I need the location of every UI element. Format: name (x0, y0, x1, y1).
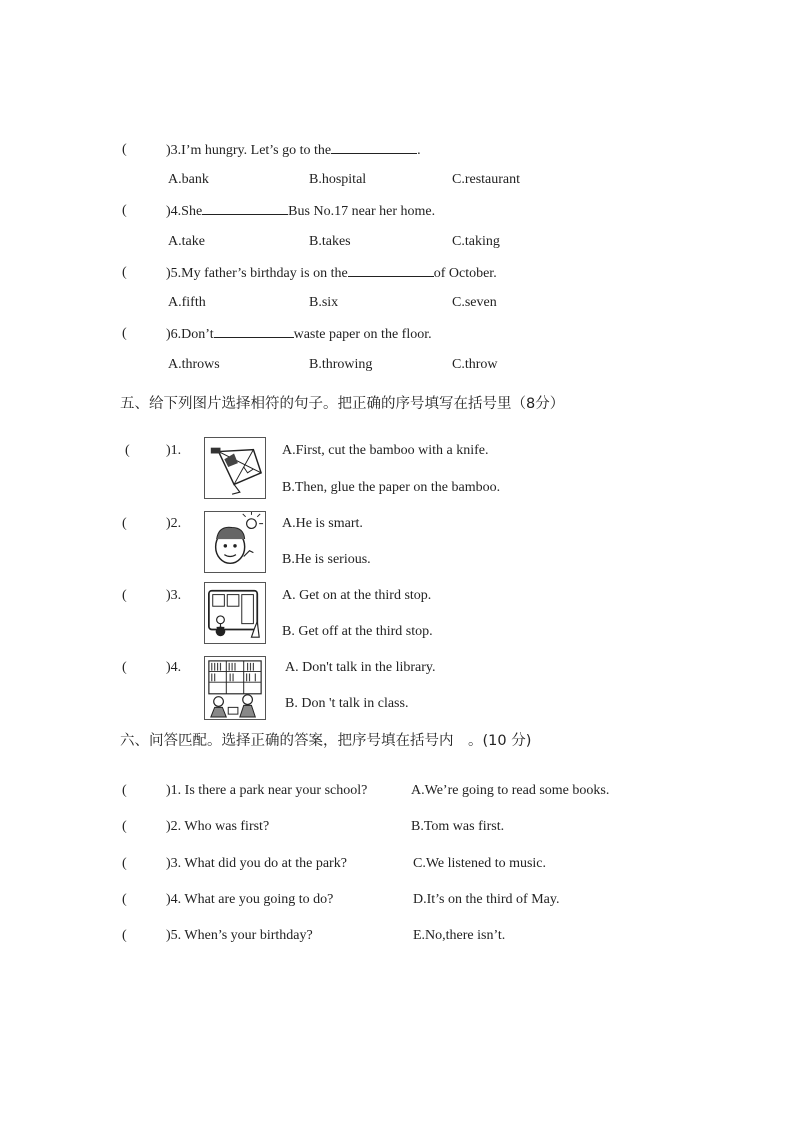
kite-making-icon (204, 437, 266, 499)
question: )5. When’s your birthday? (166, 928, 313, 943)
question: )1. Is there a park near your school? (166, 783, 368, 798)
option-a: A.throws (168, 357, 220, 372)
section-5-title: 五、给下列图片选择相符的句子。把正确的序号填写在括号里（8分） (120, 396, 565, 412)
item-number: )2. (166, 516, 182, 531)
option-a: A.bank (168, 172, 209, 187)
answer-paren[interactable]: ( (122, 819, 155, 834)
option-c: C.seven (452, 295, 497, 310)
option-b: B. Get off at the third stop. (282, 624, 433, 639)
question-stem: )4.She Bus No.17 near her home. (166, 204, 436, 219)
answer-paren[interactable]: ( (122, 516, 155, 531)
question: )4. What are you going to do? (166, 892, 334, 907)
question-stem: )5.My father’s birthday is on the of October. (166, 266, 497, 281)
question: )3. What did you do at the park? (166, 856, 347, 871)
option-b: B.He is serious. (282, 552, 371, 567)
answer-paren[interactable]: ( (122, 856, 155, 871)
answer-blank[interactable] (214, 325, 294, 338)
option-a: A. Get on at the third stop. (282, 588, 432, 603)
answer-paren[interactable]: ( (125, 443, 158, 458)
option-c: C.restaurant (452, 172, 521, 187)
answer-option: E.No,there isn’t. (413, 928, 506, 943)
option-c: C.throw (452, 357, 498, 372)
answer-blank[interactable] (331, 141, 417, 154)
answer-paren[interactable]: ( (122, 928, 155, 943)
question: )2. Who was first? (166, 819, 270, 834)
answer-paren[interactable]: ( (122, 142, 155, 157)
answer-option: A.We’re going to read some books. (411, 783, 610, 798)
answer-paren[interactable]: ( (122, 660, 155, 675)
bus-stop-icon (204, 582, 266, 644)
option-a: A.fifth (168, 295, 206, 310)
answer-paren[interactable]: ( (122, 326, 155, 341)
option-b: B.hospital (309, 172, 367, 187)
answer-blank[interactable] (348, 264, 434, 277)
question-stem: )6.Don’t waste paper on the floor. (166, 327, 432, 342)
section-6-title: 六、问答匹配。选择正确的答案，把序号填在括号内 。(10 分) (120, 733, 532, 749)
answer-paren[interactable]: ( (122, 892, 155, 907)
option-b: B.throwing (309, 357, 373, 372)
option-b: B.takes (309, 234, 351, 249)
answer-paren[interactable]: ( (122, 588, 155, 603)
item-number: )3. (166, 588, 182, 603)
option-a: A.He is smart. (282, 516, 363, 531)
answer-paren[interactable]: ( (122, 203, 155, 218)
option-a: A.take (168, 234, 205, 249)
option-a: A.First, cut the bamboo with a knife. (282, 443, 489, 458)
option-b: B.six (309, 295, 339, 310)
answer-paren[interactable]: ( (122, 265, 155, 280)
option-c: C.taking (452, 234, 500, 249)
answer-paren[interactable]: ( (122, 783, 155, 798)
option-a: A. Don't talk in the library. (285, 660, 436, 675)
option-b: B. Don 't talk in class. (285, 696, 409, 711)
answer-option: C.We listened to music. (413, 856, 547, 871)
library-icon (204, 656, 266, 720)
item-number: )4. (166, 660, 182, 675)
boy-idea-icon (204, 511, 266, 573)
answer-blank[interactable] (202, 202, 288, 215)
option-b: B.Then, glue the paper on the bamboo. (282, 480, 501, 495)
question-stem: )3.I’m hungry. Let’s go to the . (166, 143, 421, 158)
item-number: )1. (166, 443, 182, 458)
answer-option: B.Tom was first. (411, 819, 505, 834)
answer-option: D.It’s on the third of May. (413, 892, 560, 907)
